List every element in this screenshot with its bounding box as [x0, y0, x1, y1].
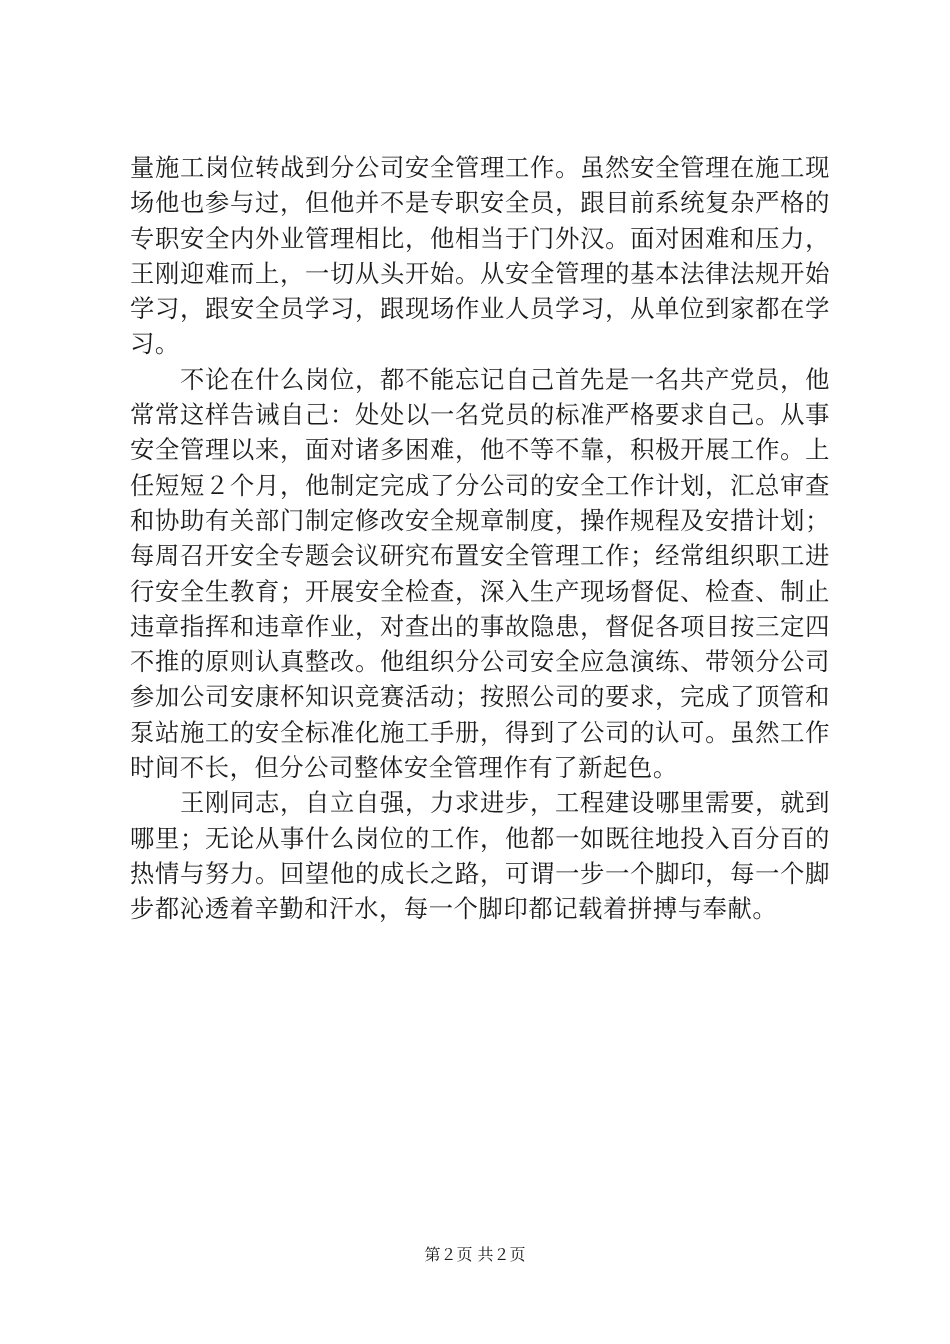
page-number-label: 第２页 共２页	[424, 1245, 526, 1264]
paragraph-conclusion: 王刚同志，自立自强，力求进步，工程建设哪里需要，就到哪里；无论从事什么岗位的工作，他都一如既往地投入百分百的热情与努力。回望他的成长之路，可谓一步一个脚印，每一个脚步都沁透着辛勤和汗水，每一个脚印都记载着拼搏与奉献。	[130, 788, 830, 924]
paragraph-party-member: 不论在什么岗位，都不能忘记自己首先是一名共产党员，他常常这样告诫自己：处处以一名党员的标准严格要求自己。从事安全管理以来，面对诸多困难，他不等不靠，积极开展工作。上任短短２个月，他制定完成了分公司的安全工作计划，汇总审查和协助有关部门制定修改安全规章制度，操作规程及安措计划；每周召开安全专题会议研究布置安全管理工作；经常组织职工进行安全生教育；开展安全检查，深入生产现场督促、检查、制止违章指挥和违章作业，对查出的事故隐患，督促各项目按三定四不推的原则认真整改。他组织分公司安全应急演练、带领分公司参加公司安康杯知识竞赛活动；按照公司的要求，完成了顶管和泵站施工的安全标准化施工手册，得到了公司的认可。虽然工作时间不长，但分公司整体安全管理作有了新起色。	[130, 364, 830, 783]
page-footer	[0, 1244, 950, 1266]
document-body	[130, 150, 830, 927]
paragraph-continuation: 量施工岗位转战到分公司安全管理工作。虽然安全管理在施工现场他也参与过，但他并不是专职安全员，跟目前系统复杂严格的专职安全内外业管理相比，他相当于门外汉。面对困难和压力，王刚迎难而上，一切从头开始。从安全管理的基本法律法规开始学习，跟安全员学习，跟现场作业人员学习，从单位到家都在学习。	[130, 153, 830, 359]
